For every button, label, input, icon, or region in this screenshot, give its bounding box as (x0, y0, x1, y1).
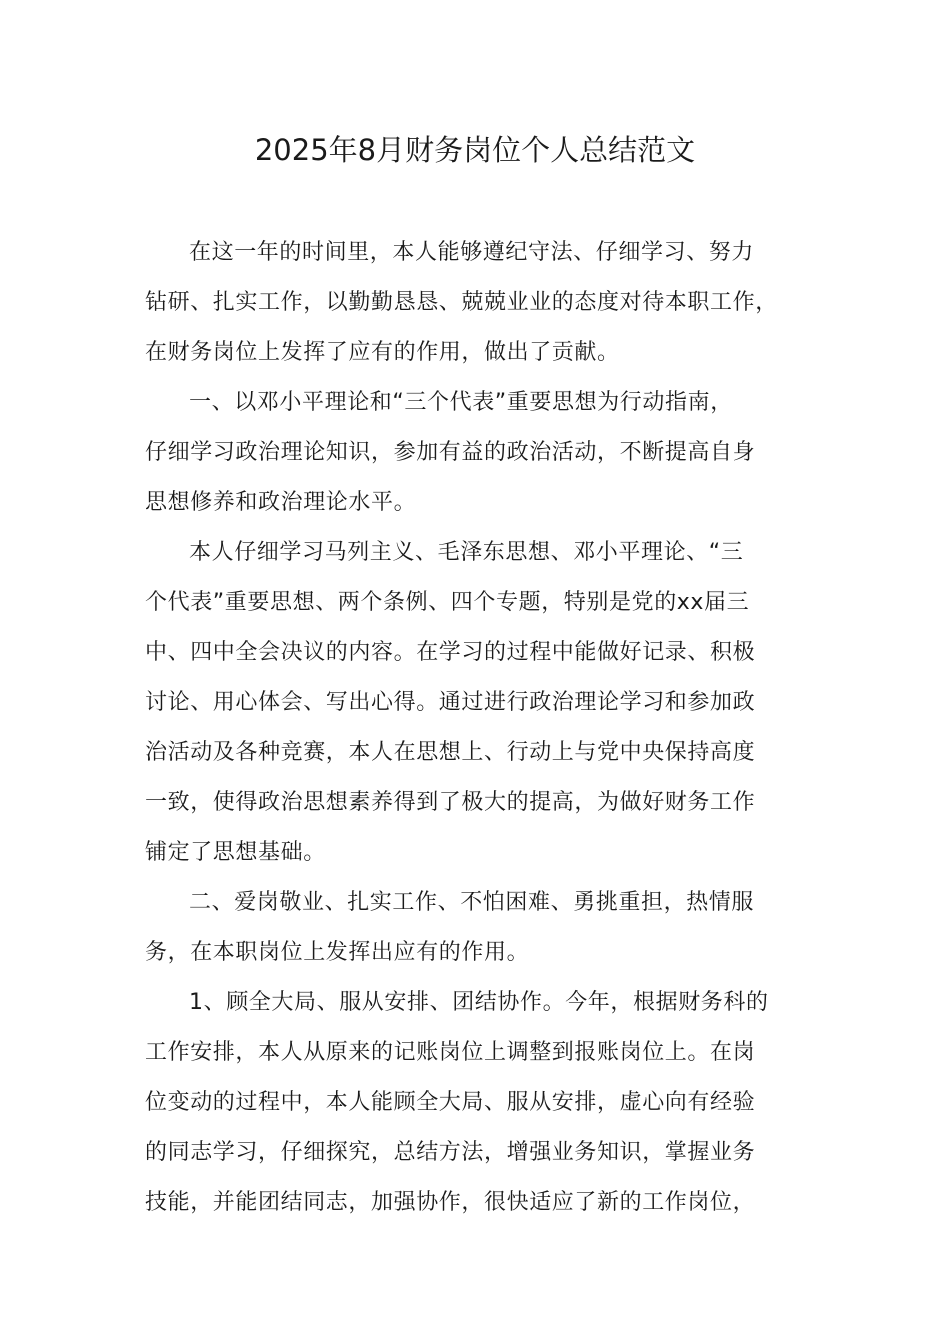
paragraph-line: 位变动的过程中，本人能顾全大局、服从安排，虚心向有经验 (145, 1090, 756, 1115)
paragraph-section-one (145, 378, 810, 428)
paragraph-line: 中、四中全会决议的内容。在学习的过程中能做好记录、积极 (145, 640, 756, 665)
paragraph-line: 治活动及各种竞赛，本人在思想上、行动上与党中央保持高度 (145, 740, 756, 765)
document-body (145, 228, 810, 1228)
paragraph-study-continued (145, 578, 810, 878)
paragraph-section-one-continued (145, 428, 810, 528)
paragraph-item-one (145, 978, 810, 1028)
paragraph-line: 钻研、扎实工作，以勤勤恳恳、兢兢业业的态度对待本职工作， (145, 290, 778, 315)
paragraph-line: 在这一年的时间里，本人能够遵纪守法、仔细学习、努力 (189, 240, 755, 265)
paragraph-section-two (145, 878, 810, 928)
paragraph-line: 二、爱岗敬业、扎实工作、不怕困难、勇挑重担，热情服 (189, 890, 755, 915)
paragraph-line: 工作安排，本人从原来的记账岗位上调整到报账岗位上。在岗 (145, 1040, 756, 1065)
paragraph-line: 技能，并能团结同志，加强协作，很快适应了新的工作岗位， (145, 1190, 756, 1215)
paragraph-study (145, 528, 810, 578)
paragraph-line: 1、顾全大局、服从安排、团结协作。今年，根据财务科的 (189, 990, 769, 1015)
paragraph-line: 个代表”重要思想、两个条例、四个专题，特别是党的xx届三 (145, 590, 750, 615)
paragraph-line: 铺定了思想基础。 (145, 840, 326, 865)
paragraph-line: 务，在本职岗位上发挥出应有的作用。 (145, 940, 530, 965)
paragraph-line: 的同志学习，仔细探究，总结方法，增强业务知识，掌握业务 (145, 1140, 756, 1165)
paragraph-section-two-continued (145, 928, 810, 978)
paragraph-item-one-continued (145, 1028, 810, 1228)
paragraph-line: 在财务岗位上发挥了应有的作用，做出了贡献。 (145, 340, 620, 365)
document-title: 2025年8月财务岗位个人总结范文 (254, 133, 696, 167)
paragraph-intro (145, 228, 810, 278)
paragraph-line: 一、以邓小平理论和“三个代表”重要思想为行动指南， (189, 390, 733, 415)
paragraph-line: 一致，使得政治思想素养得到了极大的提高，为做好财务工作 (145, 790, 756, 815)
paragraph-line: 本人仔细学习马列主义、毛泽东思想、邓小平理论、“三 (189, 540, 744, 565)
paragraph-line: 讨论、用心体会、写出心得。通过进行政治理论学习和参加政 (145, 690, 756, 715)
paragraph-intro-continued (145, 278, 810, 378)
paragraph-line: 思想修养和政治理论水平。 (145, 490, 417, 515)
paragraph-line: 仔细学习政治理论知识，参加有益的政治活动，不断提高自身 (145, 440, 756, 465)
